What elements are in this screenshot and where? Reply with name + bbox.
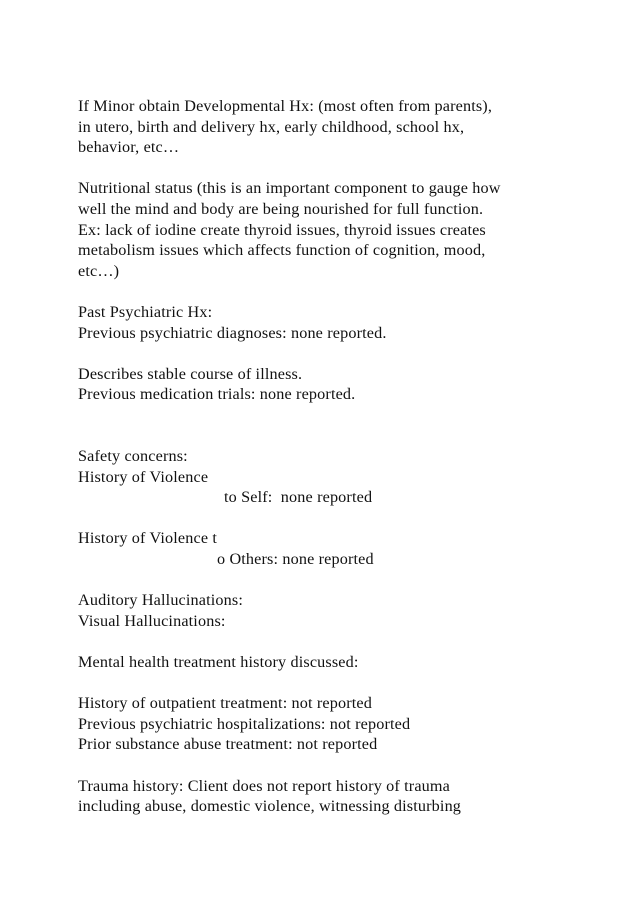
violence-to-self-line: to Self: none reported bbox=[224, 488, 373, 507]
paragraph-spacer bbox=[78, 343, 618, 364]
developmental-history-paragraph bbox=[78, 96, 618, 158]
illness-course-line: Describes stable course of illness. bbox=[78, 364, 303, 383]
violence-history-label: History of Violence t bbox=[78, 529, 217, 548]
paragraph-line: etc…) bbox=[78, 261, 120, 280]
paragraph-line: Trauma history: Client does not report history of trauma bbox=[78, 776, 450, 795]
hospitalizations-line: Previous psychiatric hospitalizations: not reported bbox=[78, 714, 411, 733]
safety-concerns-section bbox=[78, 446, 618, 631]
visual-hallucinations-line: Visual Hallucinations: bbox=[78, 611, 226, 630]
paragraph-spacer bbox=[78, 508, 618, 529]
substance-treatment-line: Prior substance abuse treatment: not reported bbox=[78, 735, 378, 754]
violence-history-label: History of Violence bbox=[78, 467, 209, 486]
document-body bbox=[78, 96, 618, 817]
paragraph-spacer bbox=[78, 673, 618, 694]
nutritional-status-paragraph bbox=[78, 178, 618, 281]
past-psychiatric-section bbox=[78, 302, 618, 405]
outpatient-treatment-line: History of outpatient treatment: not reported bbox=[78, 694, 372, 713]
paragraph-line: behavior, etc… bbox=[78, 138, 180, 157]
section-heading: Past Psychiatric Hx: bbox=[78, 302, 213, 321]
section-heading: Safety concerns: bbox=[78, 447, 188, 466]
paragraph-line: If Minor obtain Developmental Hx: (most often from parents), bbox=[78, 97, 493, 115]
medication-trials-line: Previous medication trials: none reported. bbox=[78, 385, 356, 404]
paragraph-line: in utero, birth and delivery hx, early childhood, school hx, bbox=[78, 117, 465, 136]
paragraph-line: metabolism issues which affects function of cognition, mood, bbox=[78, 241, 486, 260]
diagnoses-line: Previous psychiatric diagnoses: none reported. bbox=[78, 323, 387, 342]
paragraph-spacer bbox=[78, 570, 618, 591]
paragraph-spacer bbox=[78, 158, 618, 179]
paragraph-spacer bbox=[78, 281, 618, 302]
treatment-history-section bbox=[78, 652, 618, 755]
section-heading: Mental health treatment history discussed: bbox=[78, 653, 359, 672]
violence-to-others-line: o Others: none reported bbox=[217, 550, 374, 569]
paragraph-spacer bbox=[78, 426, 618, 447]
paragraph-line: well the mind and body are being nourished for full function. bbox=[78, 199, 484, 218]
paragraph-line: Nutritional status (this is an important component to gauge how bbox=[78, 179, 501, 198]
trauma-history-paragraph bbox=[78, 776, 618, 817]
paragraph-spacer bbox=[78, 405, 618, 426]
auditory-hallucinations-line: Auditory Hallucinations: bbox=[78, 591, 244, 610]
paragraph-line: Ex: lack of iodine create thyroid issues, thyroid issues creates bbox=[78, 220, 486, 239]
paragraph-line: including abuse, domestic violence, witnessing disturbing bbox=[78, 797, 462, 816]
paragraph-spacer bbox=[78, 755, 618, 776]
paragraph-spacer bbox=[78, 631, 618, 652]
